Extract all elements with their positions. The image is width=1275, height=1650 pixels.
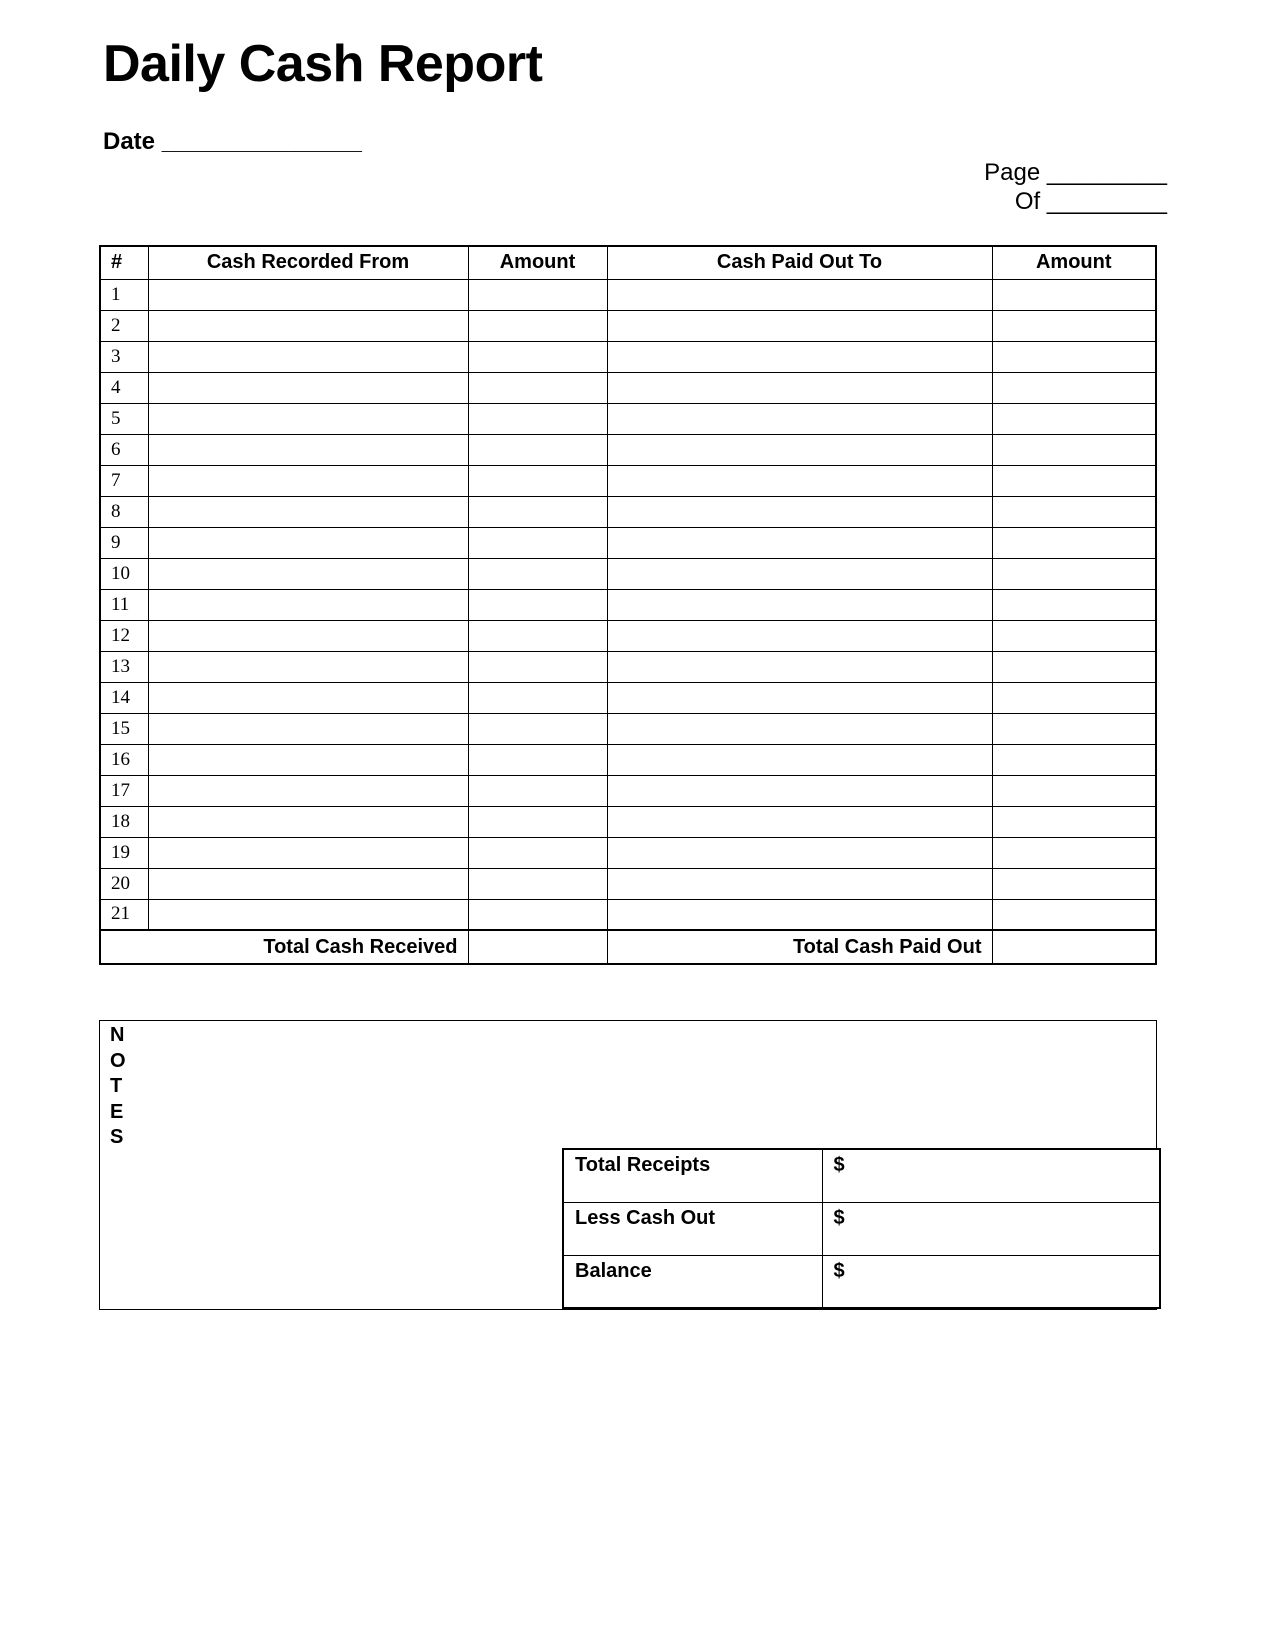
amount-received-cell[interactable] bbox=[468, 899, 607, 930]
cash-paid-out-to-cell[interactable] bbox=[607, 310, 992, 341]
amount-paid-cell[interactable] bbox=[992, 527, 1156, 558]
row-number: 17 bbox=[100, 775, 148, 806]
amount-received-cell[interactable] bbox=[468, 682, 607, 713]
amount-received-cell[interactable] bbox=[468, 310, 607, 341]
cash-paid-out-to-cell[interactable] bbox=[607, 465, 992, 496]
page-number-field[interactable]: Page _________ bbox=[984, 159, 1167, 186]
table-row bbox=[100, 589, 1156, 620]
notes-letter: N bbox=[110, 1024, 125, 1046]
table-row bbox=[100, 806, 1156, 837]
row-number: 1 bbox=[100, 279, 148, 310]
amount-paid-cell[interactable] bbox=[992, 620, 1156, 651]
amount-paid-cell[interactable] bbox=[992, 713, 1156, 744]
less-cash-out-value[interactable]: $ bbox=[822, 1202, 1160, 1255]
table-row bbox=[100, 465, 1156, 496]
cash-paid-out-to-cell[interactable] bbox=[607, 434, 992, 465]
cash-recorded-from-cell[interactable] bbox=[148, 496, 468, 527]
cash-paid-out-to-cell[interactable] bbox=[607, 620, 992, 651]
row-number: 15 bbox=[100, 713, 148, 744]
table-row bbox=[100, 341, 1156, 372]
cash-paid-out-to-cell[interactable] bbox=[607, 868, 992, 899]
row-number: 3 bbox=[100, 341, 148, 372]
amount-paid-cell[interactable] bbox=[992, 372, 1156, 403]
cash-paid-out-to-cell[interactable] bbox=[607, 279, 992, 310]
table-header-row bbox=[100, 246, 1156, 279]
row-number: 5 bbox=[100, 403, 148, 434]
amount-paid-cell[interactable] bbox=[992, 496, 1156, 527]
cash-paid-out-to-cell[interactable] bbox=[607, 496, 992, 527]
total-receipts-label: Total Receipts bbox=[563, 1149, 822, 1202]
cash-paid-out-to-cell[interactable] bbox=[607, 527, 992, 558]
amount-paid-cell[interactable] bbox=[992, 434, 1156, 465]
cash-ledger-table bbox=[99, 245, 1157, 965]
notes-letter: T bbox=[110, 1075, 123, 1097]
amount-received-cell[interactable] bbox=[468, 620, 607, 651]
totals-row bbox=[100, 930, 1156, 964]
cash-recorded-from-cell[interactable] bbox=[148, 372, 468, 403]
amount-paid-cell[interactable] bbox=[992, 806, 1156, 837]
cash-recorded-from-cell[interactable] bbox=[148, 651, 468, 682]
cash-paid-out-to-cell[interactable] bbox=[607, 403, 992, 434]
table-row bbox=[100, 713, 1156, 744]
cash-recorded-from-cell[interactable] bbox=[148, 589, 468, 620]
notes-letter: E bbox=[110, 1100, 124, 1123]
amount-received-cell[interactable] bbox=[468, 465, 607, 496]
notes-label bbox=[110, 1023, 130, 1151]
table-row bbox=[100, 899, 1156, 930]
table-row bbox=[100, 620, 1156, 651]
amount-paid-cell[interactable] bbox=[992, 558, 1156, 589]
table-row bbox=[100, 775, 1156, 806]
cash-recorded-from-cell[interactable] bbox=[148, 310, 468, 341]
cash-paid-out-to-cell[interactable] bbox=[607, 558, 992, 589]
amount-received-cell[interactable] bbox=[468, 527, 607, 558]
row-number: 13 bbox=[100, 651, 148, 682]
page-title: Daily Cash Report bbox=[103, 35, 543, 93]
summary-row-balance bbox=[563, 1255, 1160, 1308]
column-header-cash-recorded-from: Cash Recorded From bbox=[148, 246, 468, 279]
row-number: 2 bbox=[100, 310, 148, 341]
less-cash-out-label: Less Cash Out bbox=[563, 1202, 822, 1255]
cash-paid-out-to-cell[interactable] bbox=[607, 682, 992, 713]
cash-paid-out-to-cell[interactable] bbox=[607, 744, 992, 775]
row-number: 6 bbox=[100, 434, 148, 465]
total-cash-received-cell[interactable] bbox=[468, 930, 607, 964]
cash-paid-out-to-cell[interactable] bbox=[607, 651, 992, 682]
table-row bbox=[100, 651, 1156, 682]
total-cash-paid-out-cell[interactable] bbox=[992, 930, 1156, 964]
balance-value[interactable]: $ bbox=[822, 1255, 1160, 1308]
cash-paid-out-to-cell[interactable] bbox=[607, 341, 992, 372]
total-receipts-value[interactable]: $ bbox=[822, 1149, 1160, 1202]
table-row bbox=[100, 310, 1156, 341]
row-number: 11 bbox=[100, 589, 148, 620]
cash-recorded-from-cell[interactable] bbox=[148, 682, 468, 713]
notes-letter: O bbox=[110, 1049, 126, 1072]
amount-received-cell[interactable] bbox=[468, 558, 607, 589]
column-header-cash-paid-out-to: Cash Paid Out To bbox=[607, 246, 992, 279]
amount-received-cell[interactable] bbox=[468, 279, 607, 310]
cash-recorded-from-cell[interactable] bbox=[148, 837, 468, 868]
cash-recorded-from-cell[interactable] bbox=[148, 806, 468, 837]
table-row bbox=[100, 496, 1156, 527]
column-header-amount-received: Amount bbox=[468, 246, 607, 279]
amount-paid-cell[interactable] bbox=[992, 403, 1156, 434]
table-row bbox=[100, 682, 1156, 713]
amount-paid-cell[interactable] bbox=[992, 465, 1156, 496]
amount-received-cell[interactable] bbox=[468, 868, 607, 899]
cash-recorded-from-cell[interactable] bbox=[148, 465, 468, 496]
page-total-field[interactable]: Of _________ bbox=[1014, 188, 1167, 215]
amount-received-cell[interactable] bbox=[468, 496, 607, 527]
amount-received-cell[interactable] bbox=[468, 744, 607, 775]
amount-received-cell[interactable] bbox=[468, 837, 607, 868]
amount-received-cell[interactable] bbox=[468, 341, 607, 372]
cash-recorded-from-cell[interactable] bbox=[148, 403, 468, 434]
cash-recorded-from-cell[interactable] bbox=[148, 713, 468, 744]
row-number: 7 bbox=[100, 465, 148, 496]
row-number: 4 bbox=[100, 372, 148, 403]
balance-label: Balance bbox=[563, 1255, 822, 1308]
table-row bbox=[100, 372, 1156, 403]
cash-paid-out-to-cell[interactable] bbox=[607, 899, 992, 930]
cash-recorded-from-cell[interactable] bbox=[148, 620, 468, 651]
cash-recorded-from-cell[interactable] bbox=[148, 341, 468, 372]
table-row bbox=[100, 868, 1156, 899]
row-number: 8 bbox=[100, 496, 148, 527]
row-number: 9 bbox=[100, 527, 148, 558]
cash-paid-out-to-cell[interactable] bbox=[607, 775, 992, 806]
cash-recorded-from-cell[interactable] bbox=[148, 558, 468, 589]
amount-paid-cell[interactable] bbox=[992, 899, 1156, 930]
cash-recorded-from-cell[interactable] bbox=[148, 899, 468, 930]
cash-paid-out-to-cell[interactable] bbox=[607, 372, 992, 403]
cash-recorded-from-cell[interactable] bbox=[148, 434, 468, 465]
row-number: 10 bbox=[100, 558, 148, 589]
table-row bbox=[100, 434, 1156, 465]
amount-received-cell[interactable] bbox=[468, 434, 607, 465]
amount-paid-cell[interactable] bbox=[992, 341, 1156, 372]
amount-received-cell[interactable] bbox=[468, 651, 607, 682]
table-row bbox=[100, 558, 1156, 589]
row-number: 16 bbox=[100, 744, 148, 775]
cash-paid-out-to-cell[interactable] bbox=[607, 806, 992, 837]
amount-paid-cell[interactable] bbox=[992, 744, 1156, 775]
amount-paid-cell[interactable] bbox=[992, 682, 1156, 713]
amount-paid-cell[interactable] bbox=[992, 775, 1156, 806]
cash-recorded-from-cell[interactable] bbox=[148, 775, 468, 806]
table-row bbox=[100, 744, 1156, 775]
amount-paid-cell[interactable] bbox=[992, 651, 1156, 682]
amount-paid-cell[interactable] bbox=[992, 868, 1156, 899]
column-header-amount-paid: Amount bbox=[992, 246, 1156, 279]
cash-recorded-from-cell[interactable] bbox=[148, 279, 468, 310]
amount-paid-cell[interactable] bbox=[992, 279, 1156, 310]
cash-recorded-from-cell[interactable] bbox=[148, 744, 468, 775]
cash-paid-out-to-cell[interactable] bbox=[607, 713, 992, 744]
cash-recorded-from-cell[interactable] bbox=[148, 527, 468, 558]
amount-received-cell[interactable] bbox=[468, 806, 607, 837]
row-number: 19 bbox=[100, 837, 148, 868]
amount-paid-cell[interactable] bbox=[992, 837, 1156, 868]
amount-received-cell[interactable] bbox=[468, 775, 607, 806]
cash-paid-out-to-cell[interactable] bbox=[607, 837, 992, 868]
summary-table bbox=[562, 1148, 1161, 1309]
row-number: 14 bbox=[100, 682, 148, 713]
amount-paid-cell[interactable] bbox=[992, 589, 1156, 620]
table-row bbox=[100, 837, 1156, 868]
total-cash-received-label: Total Cash Received bbox=[100, 930, 468, 964]
table-row bbox=[100, 527, 1156, 558]
amount-received-cell[interactable] bbox=[468, 589, 607, 620]
amount-received-cell[interactable] bbox=[468, 713, 607, 744]
summary-row-less-cash-out bbox=[563, 1202, 1160, 1255]
amount-paid-cell[interactable] bbox=[992, 310, 1156, 341]
cash-paid-out-to-cell[interactable] bbox=[607, 589, 992, 620]
summary-row-total-receipts bbox=[563, 1149, 1160, 1202]
notes-letter: S bbox=[110, 1126, 124, 1148]
amount-received-cell[interactable] bbox=[468, 372, 607, 403]
row-number: 12 bbox=[100, 620, 148, 651]
total-cash-paid-out-label: Total Cash Paid Out bbox=[607, 930, 992, 964]
cash-recorded-from-cell[interactable] bbox=[148, 868, 468, 899]
row-number: 18 bbox=[100, 806, 148, 837]
column-header-number: # bbox=[100, 246, 148, 279]
amount-received-cell[interactable] bbox=[468, 403, 607, 434]
row-number: 20 bbox=[100, 868, 148, 899]
table-row bbox=[100, 403, 1156, 434]
date-field[interactable]: Date _______________ bbox=[103, 128, 362, 155]
table-row bbox=[100, 279, 1156, 310]
row-number: 21 bbox=[100, 899, 148, 930]
